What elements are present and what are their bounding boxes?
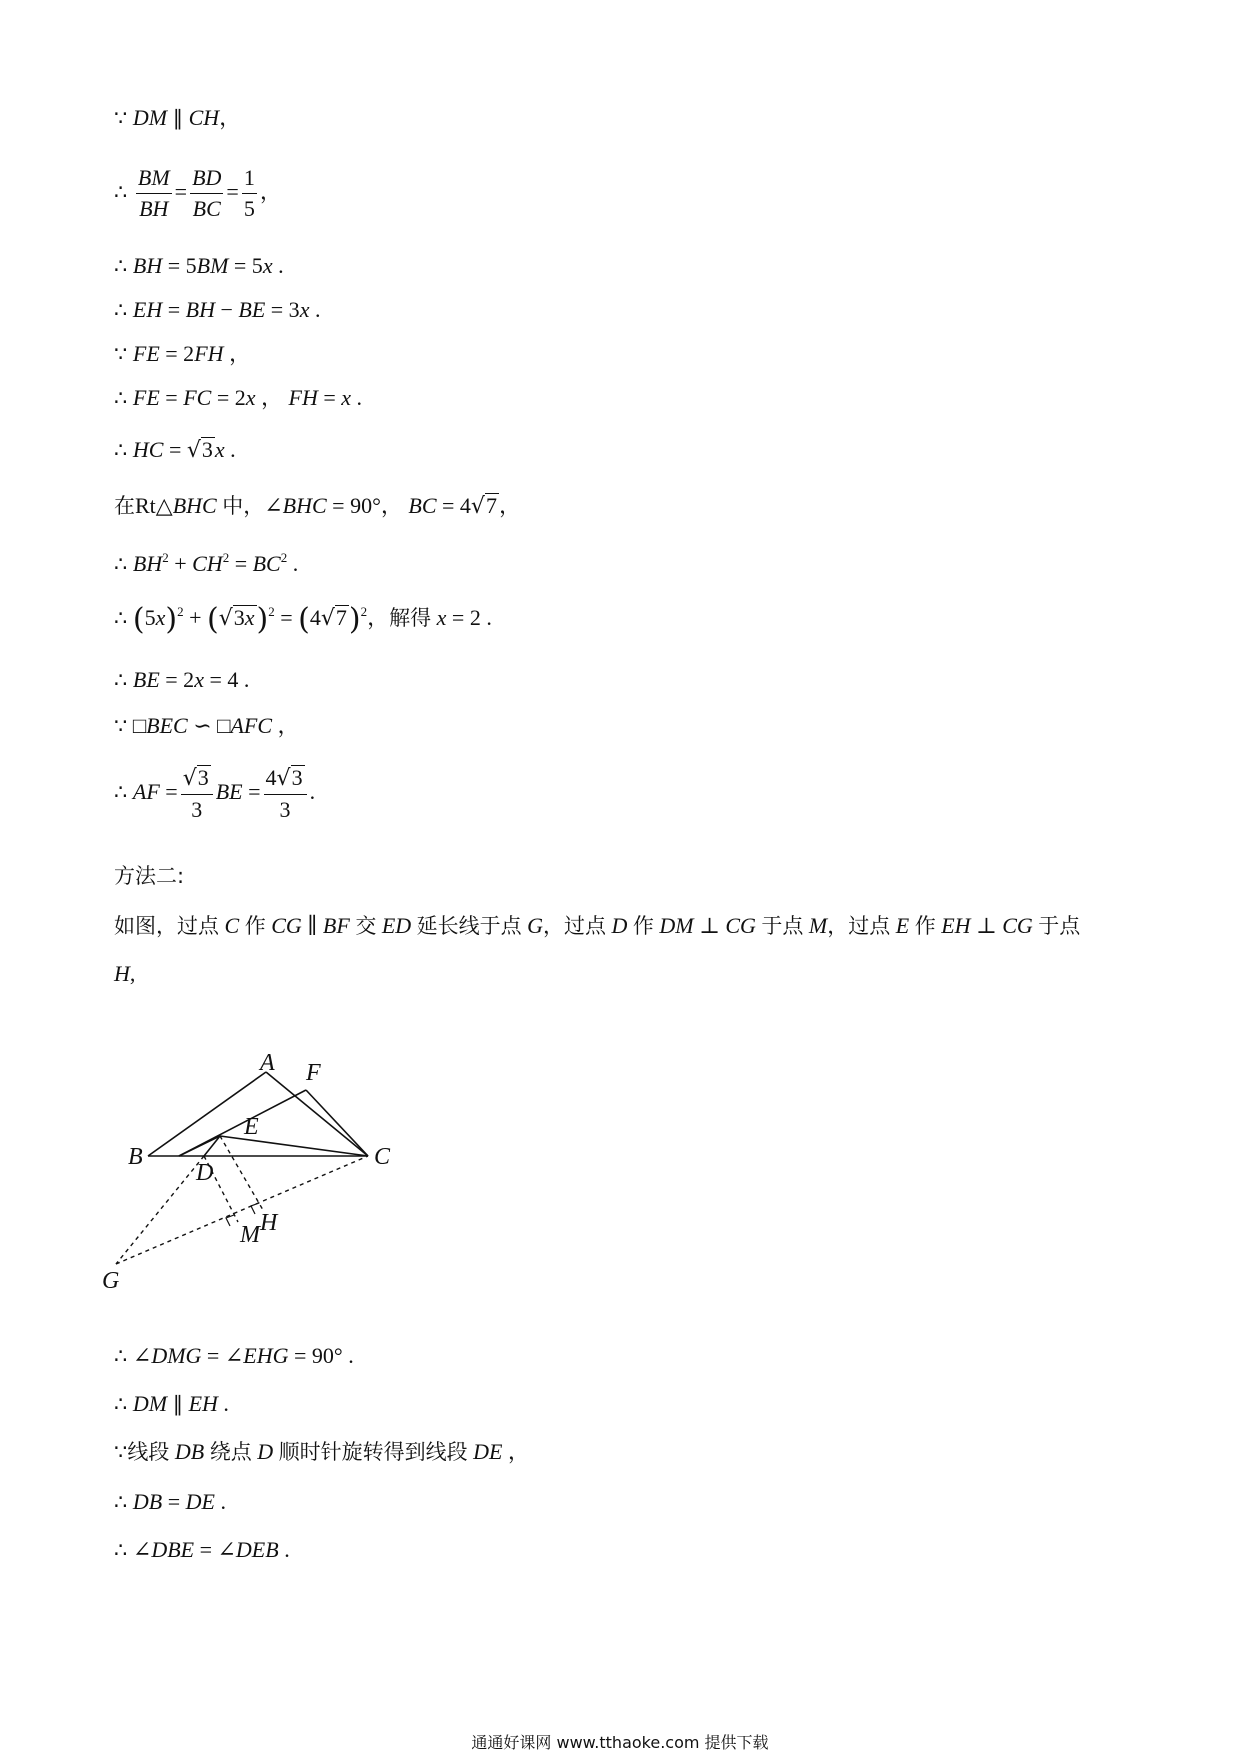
label-e: E [244, 1114, 259, 1140]
label-f: F [306, 1060, 321, 1086]
line-eh: ∴ EH = BH − BE = 3x . [114, 297, 321, 322]
segment-ec [220, 1136, 368, 1156]
line-equation: ∴ $(5x)^2 + (√3x)^2 = (4√7)^2$，解得 x = 2 . [114, 601, 492, 637]
label-a: A [260, 1050, 275, 1076]
line-fe-2fh: ∵ FE = 2FH ， [114, 341, 252, 366]
line-dm-parallel-eh: ∴ DM ∥ EH . [114, 1391, 229, 1416]
fraction-bm-bh: $\frac{BM}{BH}$ [137, 165, 170, 222]
label-g: G [102, 1268, 120, 1294]
line-dm-parallel-ch: ∵ DM ∥ CH， [114, 105, 242, 130]
method-two-description: 如图，过点 C 作 CG ∥ BF 交 ED 延长线于点 G，过点 D 作 DM ⊥ CG 于点 M，过点 E 作 EH ⊥ CG 于点 [114, 913, 1081, 938]
method-two-heading: 方法二: [114, 864, 185, 888]
geometry-figure [100, 1040, 420, 1300]
label-c: C [374, 1144, 391, 1170]
fraction-4sqrt3-over-3: $\frac{4√3}{3}$ [264, 763, 307, 825]
line-fe-fc: ∴ FE = FC = 2x ， FH = x . [114, 385, 363, 410]
line-rotation: ∵线段 DB 绕点 D 顺时针旋转得到线段 DE ， [114, 1439, 530, 1464]
label-m: M [240, 1222, 260, 1248]
segment-be [179, 1136, 220, 1156]
label-b: B [128, 1144, 143, 1170]
label-d: D [196, 1160, 214, 1186]
line-pythagoras: ∴ $BH^2 + CH^2 = BC^2$ . [114, 550, 299, 576]
line-ratio: ∴ $\frac{BM}{BH}$ = $\frac{BD}{BC}$ = $\frac{1}{5}$ ， [114, 160, 282, 224]
line-angles-equal: ∴ ∠DBE = ∠DEB . [114, 1537, 290, 1562]
right-angle-mark-h [251, 1203, 259, 1214]
footer-source: 通通好课网 www.tthaoke.com 提供下载 [471, 1733, 769, 1752]
segment-dg [116, 1156, 204, 1264]
fraction-sqrt3-over-3: $\frac{√3}{3}$ [181, 763, 213, 825]
line-be: ∴ BE = 2x = 4 . [114, 667, 250, 692]
fraction-bd-bc: $\frac{BD}{BC}$ [192, 165, 222, 222]
line-similar: ∵ □BEC ∽ □AFC ， [114, 713, 300, 738]
label-h: H [260, 1210, 278, 1236]
fraction-one-fifth: $\frac{1}{5}$ [243, 165, 255, 222]
line-bh: ∴ BH = 5BM = 5x . [114, 253, 284, 278]
line-af: ∴ AF = $\frac{√3}{3}$ BE = $\frac{4√3}{3}$ . [114, 760, 315, 824]
line-right-triangle: 在Rt△BHC 中，∠BHC = 90°， BC = 4√7， [114, 493, 521, 519]
method-two-description-cont: H, [114, 961, 136, 986]
line-hc: ∴ HC = √3x . [114, 437, 236, 463]
segment-fc [306, 1090, 368, 1156]
line-db-de: ∴ DB = DE . [114, 1489, 226, 1514]
line-right-angles: ∴ ∠DMG = ∠EHG = 90° . [114, 1343, 354, 1368]
